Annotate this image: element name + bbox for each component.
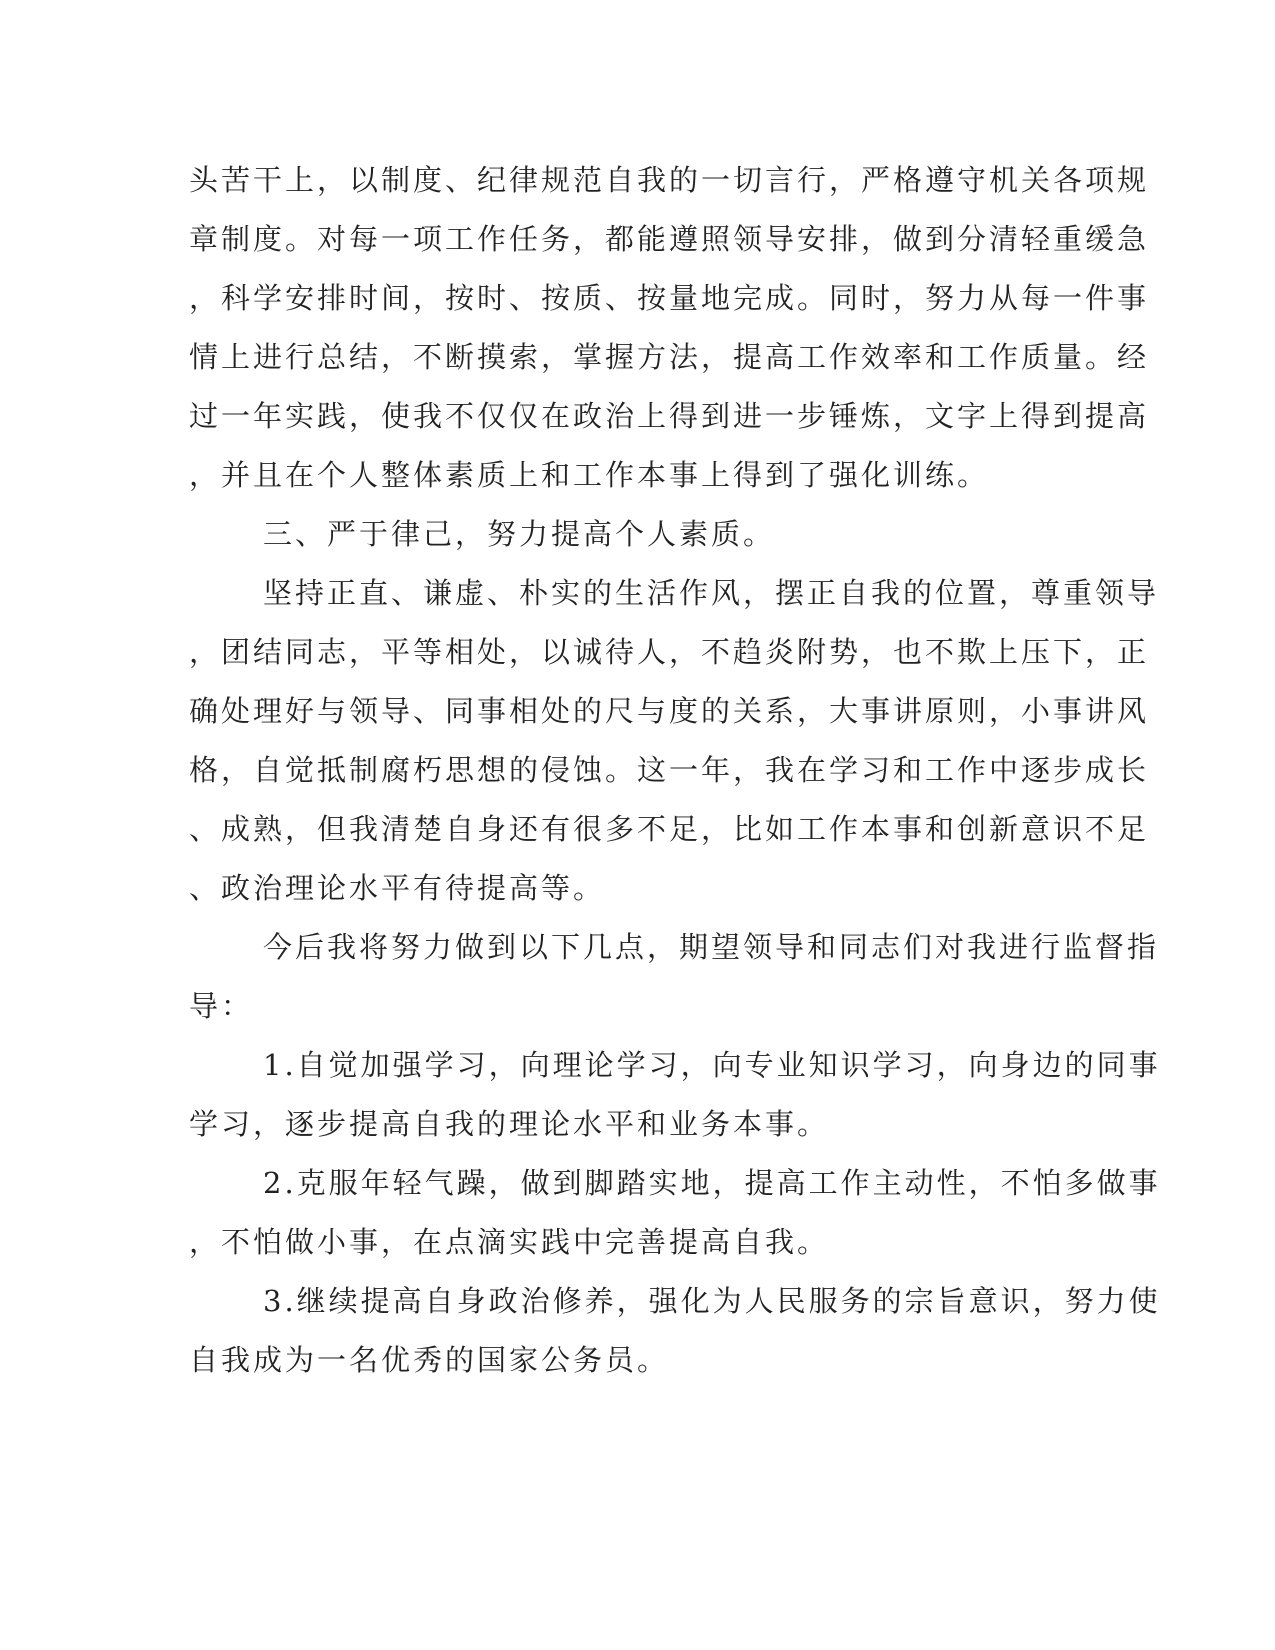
body-line: 学习，逐步提高自我的理论水平和业务本事。 xyxy=(189,1107,830,1141)
body-line: ，团结同志，平等相处，以诚待人，不趋炎附势，也不欺上压下，正 xyxy=(189,635,1150,669)
body-line: 自我成为一名优秀的国家公务员。 xyxy=(189,1343,670,1377)
body-line: 、成熟，但我清楚自身还有很多不足，比如工作本事和创新意识不足 xyxy=(189,812,1150,846)
body-line: 确处理好与领导、同事相处的尺与度的关系，大事讲原则，小事讲风 xyxy=(189,694,1150,728)
body-line: 过一年实践，使我不仅仅在政治上得到进一步锤炼，文字上得到提高 xyxy=(189,399,1150,433)
body-line: 、政治理论水平有待提高等。 xyxy=(189,871,606,905)
body-line: 情上进行总结，不断摸索，掌握方法，提高工作效率和工作质量。经 xyxy=(189,340,1150,374)
body-line: ，不怕做小事，在点滴实践中完善提高自我。 xyxy=(189,1225,830,1259)
paragraph-first-line: 今后我将努力做到以下几点，期望领导和同志们对我进行监督指 xyxy=(263,930,1160,964)
body-line: 导： xyxy=(189,989,254,1023)
body-line: ，并且在个人整体素质上和工作本事上得到了强化训练。 xyxy=(189,458,990,492)
body-line: 头苦干上，以制度、纪律规范自我的一切言行，严格遵守机关各项规 xyxy=(189,163,1150,197)
list-item-3: 3.继续提高自身政治修养，强化为人民服务的宗旨意识，努力使 xyxy=(263,1284,1161,1318)
body-line: ，科学安排时间，按时、按质、按量地完成。同时，努力从每一件事 xyxy=(189,281,1150,315)
list-item-1: 1.自觉加强学习，向理论学习，向专业知识学习，向身边的同事 xyxy=(263,1048,1161,1082)
body-line: 章制度。对每一项工作任务，都能遵照领导安排，做到分清轻重缓急 xyxy=(189,222,1150,256)
body-line: 格，自觉抵制腐朽思想的侵蚀。这一年，我在学习和工作中逐步成长 xyxy=(189,753,1150,787)
list-item-2: 2.克服年轻气躁，做到脚踏实地，提高工作主动性，不怕多做事 xyxy=(263,1166,1161,1200)
section-heading: 三、严于律己，努力提高个人素质。 xyxy=(263,517,776,551)
paragraph-first-line: 坚持正直、谦虚、朴实的生活作风，摆正自我的位置，尊重领导 xyxy=(263,576,1160,610)
